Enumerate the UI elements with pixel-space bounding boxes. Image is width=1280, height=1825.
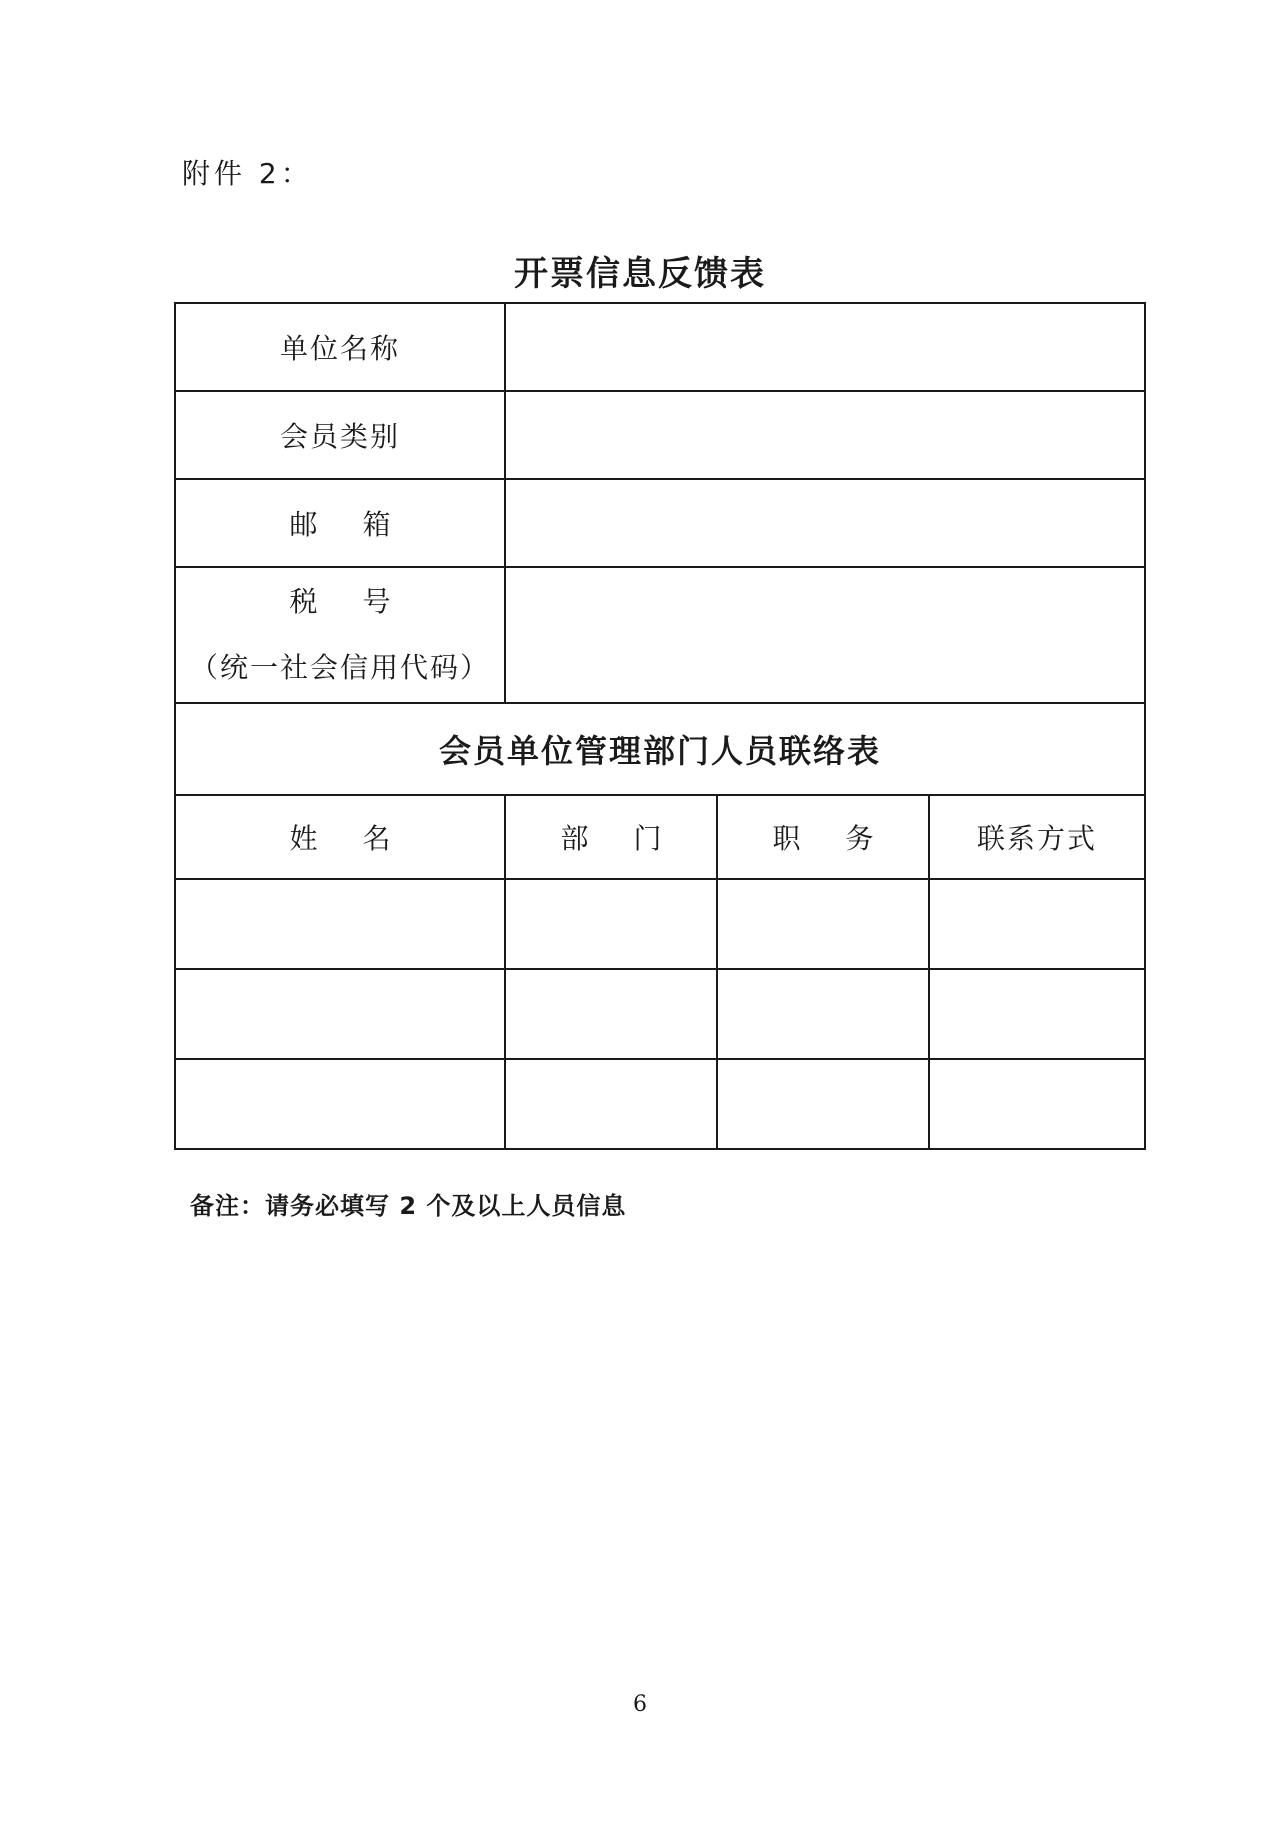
page-number: 6 [633,1692,647,1717]
position-cell[interactable] [717,969,929,1059]
department-cell[interactable] [505,1059,717,1149]
contact-section-title: 会员单位管理部门人员联络表 [175,703,1145,795]
name-cell[interactable] [175,1059,505,1149]
name-cell[interactable] [175,969,505,1059]
attachment-label: 附件 2： [182,157,313,190]
page-title: 开票信息反馈表 [514,254,766,294]
column-header-contact: 联系方式 [929,795,1145,879]
unit-name-label: 单位名称 [175,303,505,391]
email-label: 邮 箱 [175,479,505,567]
unit-name-row [175,303,1145,391]
invoice-info-table [174,302,1146,1150]
tax-number-field[interactable] [505,567,1145,703]
tax-number-note: （统一社会信用代码） [189,651,490,684]
remark-note: 备注：请务必填写 2 个及以上人员信息 [190,1192,627,1220]
contact-cell[interactable] [929,879,1145,969]
column-header-name: 姓 名 [175,795,505,879]
contact-cell[interactable] [929,969,1145,1059]
department-cell[interactable] [505,879,717,969]
position-cell[interactable] [717,1059,929,1149]
email-field[interactable] [505,479,1145,567]
table-row [175,969,1145,1059]
name-cell[interactable] [175,879,505,969]
member-type-field[interactable] [505,391,1145,479]
email-row [175,479,1145,567]
department-cell[interactable] [505,969,717,1059]
table-row [175,879,1145,969]
member-type-row [175,391,1145,479]
contact-cell[interactable] [929,1059,1145,1149]
tax-number-label: 税 号 [289,585,409,618]
tax-number-row [175,567,1145,703]
tax-number-label-cell [175,567,505,703]
column-header-department: 部 门 [505,795,717,879]
unit-name-field[interactable] [505,303,1145,391]
column-header-position: 职 务 [717,795,929,879]
table-row [175,1059,1145,1149]
position-cell[interactable] [717,879,929,969]
contact-header-row [175,795,1145,879]
contact-section-row [175,703,1145,795]
member-type-label: 会员类别 [175,391,505,479]
